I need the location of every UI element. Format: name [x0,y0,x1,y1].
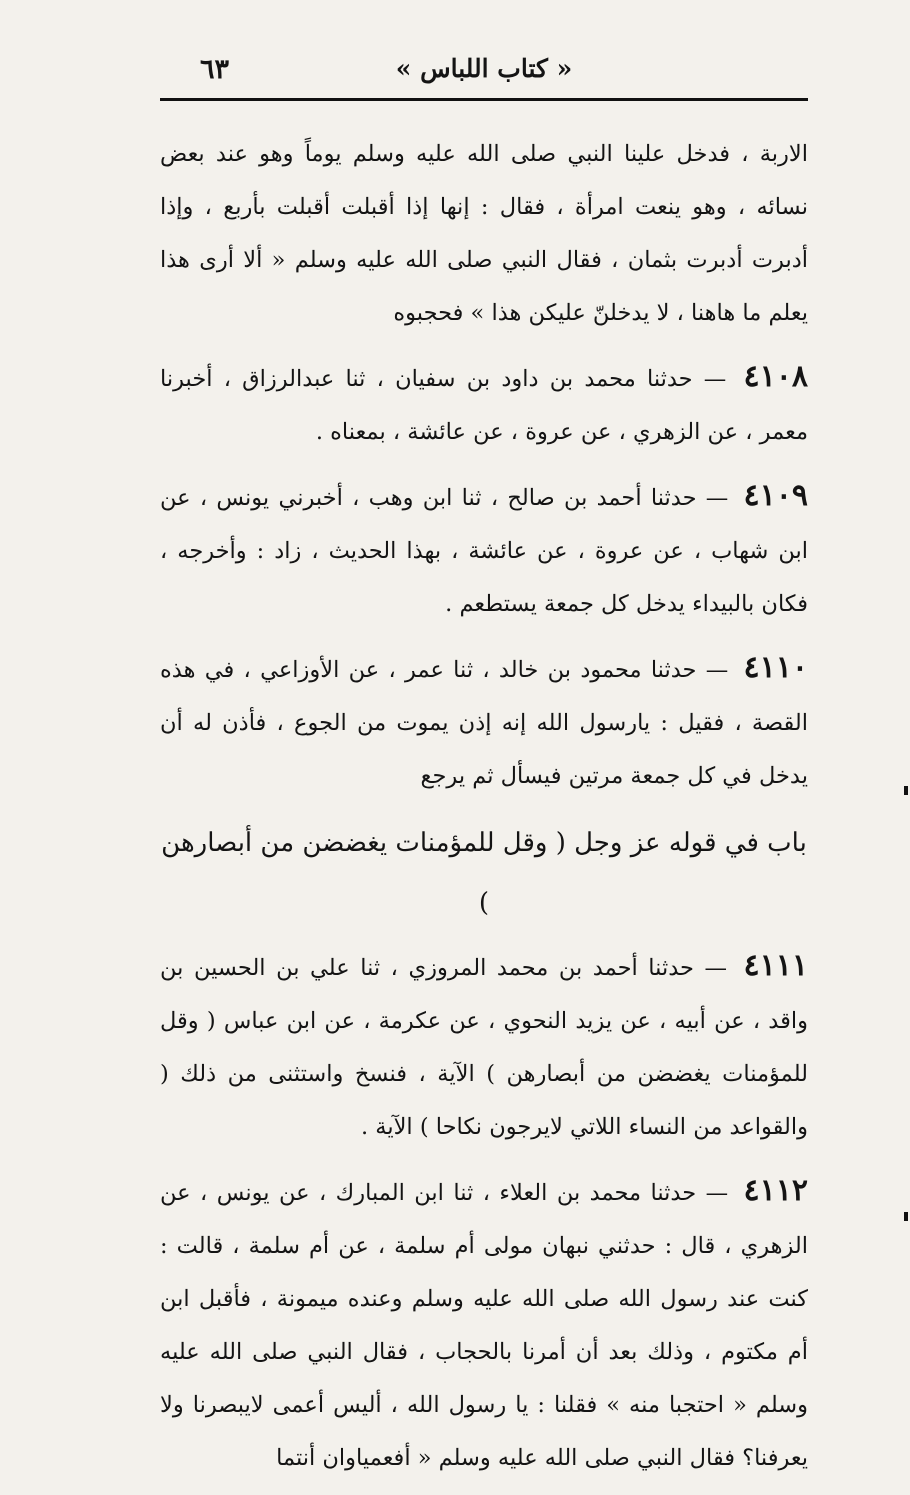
page-number: ٦٣ [200,54,230,85]
paragraph-text: الاربة ، فدخل علينا النبي صلى الله عليه وسلم يوماً وهو عند بعض نسائه ، وهو ينعت امرأة ، فقال : إنها إذا أقبلت أقبلت بأربع ، وإذا أدبرت أدبرت بثمان ، فقال النبي صلى الله عليه وسلم « ألا أرى هذا يعلم ما هاهنا ، لا يدخلنّ عليكن هذا » فحجبوه [160,141,808,326]
hadith-paragraph [160,469,808,631]
paragraph-text: — حدثنا محمود بن خالد ، ثنا عمر ، عن الأوزاعي ، في هذه القصة ، فقيل : يارسول الله إنه إذن يموت من الجوع ، فأذن له أن يدخل في كل جمعة مرتين فيسأل ثم يرجع [160,657,808,789]
hadith-paragraph [160,939,808,1154]
hadith-paragraph [160,350,808,459]
paragraph-text: — حدثنا محمد بن العلاء ، ثنا ابن المبارك ، عن يونس ، عن الزهري ، قال : حدثني نبهان مولى أم سلمة ، عن أم سلمة ، قالت : كنت عند رسول الله صلى الله عليه وسلم وعنده ميمونة ، فأقبل ابن أم مكتوم ، وذلك بعد أن أمرنا بالحجاب ، فقال النبي صلى الله عليه وسلم « احتجبا منه » فقلنا : يا رسول الله ، أليس أعمى لايبصرنا ولا يعرفنا؟ فقال النبي صلى الله عليه وسلم « أفعمياوان أنتما [160,1180,808,1471]
header-rule [160,98,808,101]
hadith-paragraph [160,1164,808,1485]
paragraph-text: — حدثنا محمد بن داود بن سفيان ، ثنا عبدالرزاق ، أخبرنا معمر ، عن الزهري ، عن عروة ، عن عائشة ، بمعناه . [160,366,808,445]
hadith-number: ٤١١١ [743,948,808,983]
running-title: « كتاب اللباس » [395,54,573,83]
hadith-number: ٤١١٢ [743,1173,808,1208]
hadith-number: ٤١١٠ [743,650,808,685]
paragraph-continuation [160,128,808,340]
hadith-number: ٤١٠٩ [743,478,808,513]
scan-margin-mark [904,1212,908,1221]
paragraph-text: — حدثنا أحمد بن صالح ، ثنا ابن وهب ، أخبرني يونس ، عن ابن شهاب ، عن عروة ، عن عائشة ، بهذا الحديث ، زاد : وأخرجه ، فكان بالبيداء يدخل كل جمعة يستطعم . [160,485,809,617]
scan-margin-mark [904,786,908,795]
paragraph-text: — حدثنا أحمد بن محمد المروزي ، ثنا علي بن الحسين بن واقد ، عن أبيه ، عن يزيد النحوي ، عن عكرمة ، عن ابن عباس ( وقل للمؤمنات يغضضن من أبصارهن ) الآية ، فنسخ واستثنى من ذلك ( والقواعد من النساء اللاتي لايرجون نكاحا ) الآية . [160,955,808,1140]
body-text [160,128,808,1495]
page-header [160,50,808,96]
chapter-heading: باب في قوله عز وجل ( وقل للمؤمنات يغضضن من أبصارهن ) [161,828,807,918]
hadith-paragraph [160,641,808,803]
hadith-number: ٤١٠٨ [743,359,808,394]
